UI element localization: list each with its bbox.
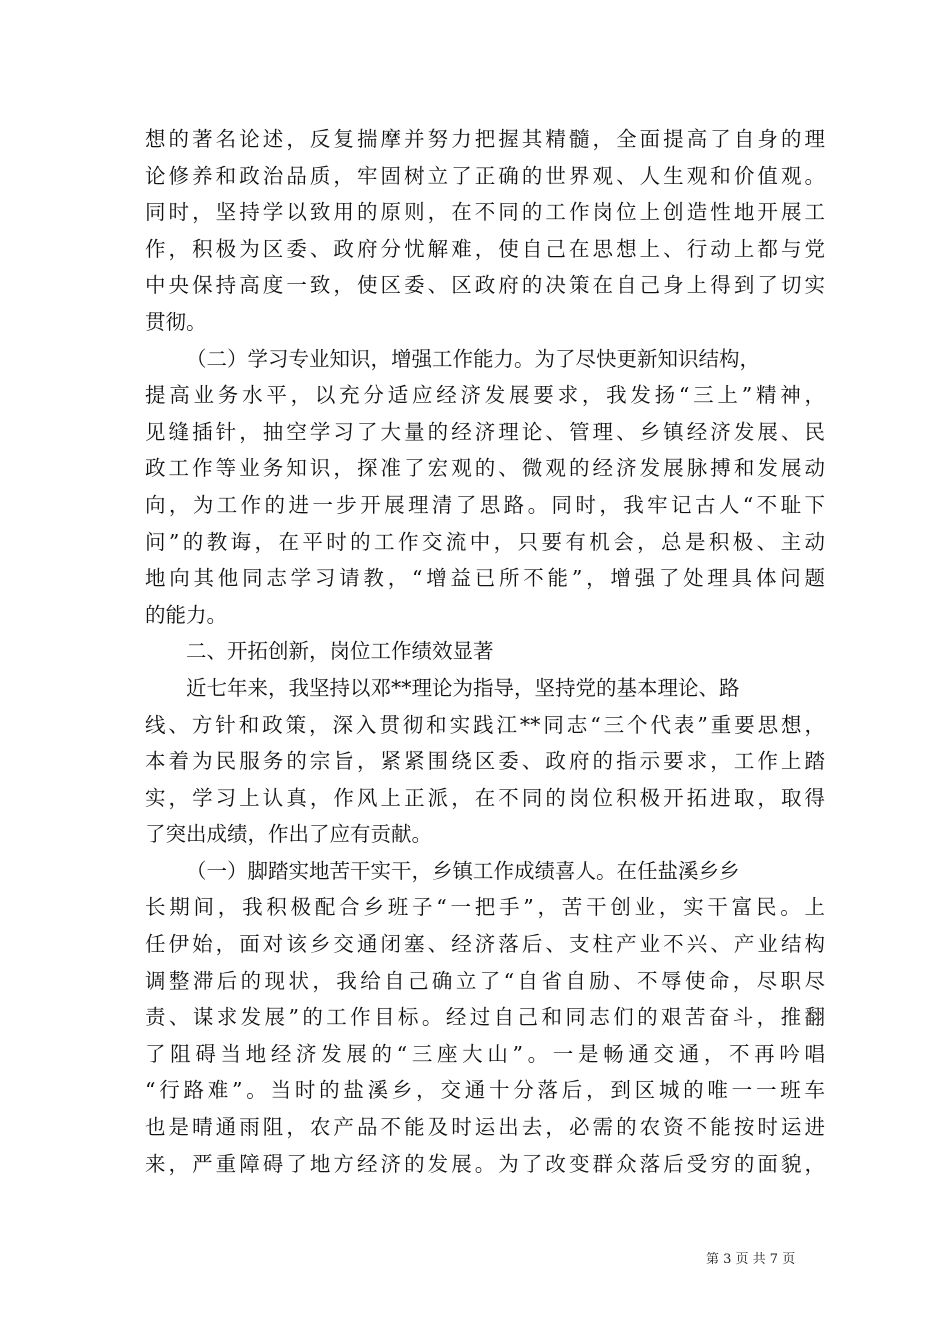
text-line: （二）学习专业知识，增强工作能力。为了尽快更新知识结构， xyxy=(186,346,760,371)
text-line: 问”的教诲，在平时的工作交流中，只要有机会，总是积极、主动 xyxy=(145,529,825,554)
text-line: 本着为民服务的宗旨，紧紧围绕区委、政府的指示要求，工作上踏 xyxy=(145,749,825,774)
text-line: 的能力。 xyxy=(145,602,227,627)
text-line: （一）脚踏实地苦干实干，乡镇工作成绩喜人。在任盐溪乡乡 xyxy=(186,858,740,883)
text-line: 线、方针和政策，深入贯彻和实践江**同志“三个代表”重要思想， xyxy=(145,712,825,737)
text-line: 实，学习上认真，作风上正派，在不同的岗位积极开拓进取，取得 xyxy=(145,785,825,810)
text-line: 政工作等业务知识，探准了宏观的、微观的经济发展脉搏和发展动 xyxy=(145,456,825,481)
text-line: 论修养和政治品质，牢固树立了正确的世界观、人生观和价值观。 xyxy=(145,163,825,188)
text-line: 近七年来，我坚持以邓**理论为指导，坚持党的基本理论、路 xyxy=(186,675,740,700)
text-line: “行路难”。当时的盐溪乡，交通十分落后，到区城的唯一一班车 xyxy=(145,1078,825,1103)
text-line: 来，严重障碍了地方经济的发展。为了改变群众落后受穷的面貌， xyxy=(145,1151,825,1176)
text-line: 贯彻。 xyxy=(145,309,207,334)
text-line: 同时，坚持学以致用的原则，在不同的工作岗位上创造性地开展工 xyxy=(145,200,825,225)
text-line: 了突出成绩，作出了应有贡献。 xyxy=(145,822,432,847)
section-heading: 二、开拓创新，岗位工作绩效显著 xyxy=(186,639,494,664)
text-line: 也是晴通雨阻，农产品不能及时运出去，必需的农资不能按时运进 xyxy=(145,1115,825,1140)
text-line: 任伊始，面对该乡交通闭塞、经济落后、支柱产业不兴、产业结构 xyxy=(145,932,825,957)
page-number: 第 3 页 共 7 页 xyxy=(706,1252,796,1267)
text-line: 中央保持高度一致，使区委、区政府的决策在自己身上得到了切实 xyxy=(145,273,825,298)
text-line: 见缝插针，抽空学习了大量的经济理论、管理、乡镇经济发展、民 xyxy=(145,419,825,444)
text-line: 调整滞后的现状，我给自己确立了“自省自励、不辱使命，尽职尽 xyxy=(145,968,825,993)
text-line: 向，为工作的进一步开展理清了思路。同时，我牢记古人“不耻下 xyxy=(145,492,825,517)
text-line: 长期间，我积极配合乡班子“一把手”，苦干创业，实干富民。上 xyxy=(145,895,825,920)
text-line: 想的著名论述，反复揣摩并努力把握其精髓，全面提高了自身的理 xyxy=(145,127,825,151)
text-line: 提高业务水平，以充分适应经济发展要求，我发扬“三上”精神， xyxy=(145,383,825,408)
text-line: 作，积极为区委、政府分忧解难，使自己在思想上、行动上都与党 xyxy=(145,236,825,261)
text-line: 地向其他同志学习请教，“增益已所不能”，增强了处理具体问题 xyxy=(145,566,825,591)
text-line: 了阻碍当地经济发展的“三座大山”。一是畅通交通，不再吟唱 xyxy=(145,1041,825,1066)
text-line: 责、谋求发展”的工作目标。经过自己和同志们的艰苦奋斗，推翻 xyxy=(145,1005,825,1030)
document-body xyxy=(145,121,825,1182)
